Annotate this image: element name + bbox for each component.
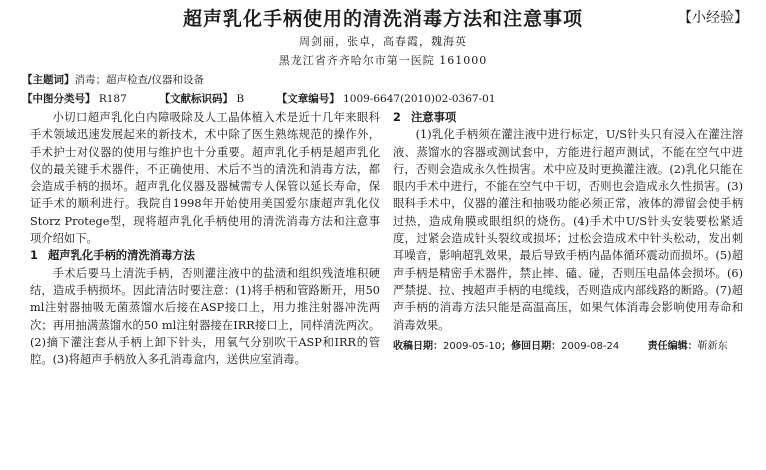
- subject-label: 【主题词】: [22, 74, 75, 86]
- article-title: 超声乳化手柄使用的清洗消毒方法和注意事项: [182, 8, 583, 30]
- article-dates: [393, 338, 743, 355]
- subject-headings: [22, 72, 204, 87]
- subject-value: 消毒；超声检查/仪器和设备: [74, 74, 205, 86]
- editor-name: 靳新东: [697, 340, 728, 352]
- left-column: [30, 109, 380, 368]
- revised-date: 2009-08-24: [561, 340, 620, 352]
- article-no-value: 1009-6647(2010)02-0367-01: [343, 93, 496, 105]
- column-tag: 【小经验】: [678, 10, 748, 26]
- doc-code-value: B: [236, 93, 245, 105]
- section-2-paragraph: (1)乳化手柄须在灌注液中进行标定，U/S针头只有浸入在灌注溶液、蒸馏水的容器或测试套中，方能进行超声测试，不能在空气中进行，否则会造成永久性损害。术中应及时更换灌注液。(2)乳化只能在眼内手术中进行，不能在空气中干切，否则也会造成永久性损害。(3)眼科手术中，仪器的灌注和抽吸功能必须正常，液体的滞留会使手柄过热，造成角膜或眼组织的烧伤。(4)手术中U/S针头安装要松紧适度，过紧会造成针头裂纹或损坏；过松会造成术中针头松动，发出刺耳噪音，影响超乳效果，最后导致手柄内晶体循环震动而损坏。(5)超声手柄是精密手术器件，禁止摔、磕、碰，否则压电晶体会损坏。(6)严禁提、拉、拽超声手柄的电缆线，否则造成内部线路的断路。(7)超声手柄的消毒方法只能是高温高压，如果气体消毒会影响使用寿命和消毒效果。: [393, 128, 743, 332]
- right-column: [393, 109, 743, 355]
- section-2-heading: [393, 109, 743, 126]
- received-date: 2009-05-10: [443, 340, 502, 352]
- revised-label: ；修回日期：: [501, 340, 562, 352]
- section-1-heading: [30, 247, 380, 264]
- section-1-number: 1: [30, 249, 38, 263]
- article-no-label: 【文章编号】: [276, 93, 340, 105]
- intro-paragraph: 小切口超声乳化白内障吸除及人工晶体植入术是近十几年来眼科手术领域迅速发展起来的新技术，术中除了医生熟练规范的操作外，手术护士对仪器的使用与维护也十分重要。超声乳化手柄是超声乳化仪的最关键手术器件，不正确使用、术后不当的清洗和消毒方法，都会造成手柄的损坏。超声乳化仪器及器械需专人保管以延长寿命，保证手术的顺利进行。我院自1998年开始使用美国爱尔康超声乳化仪Storz Protege型，现将超声乳化手柄使用的清洗消毒方法和注意事项介绍如下。: [30, 111, 380, 246]
- clc-label: 【中图分类号】: [22, 93, 96, 105]
- affiliation: 黑龙江省齐齐哈尔市第一医院 161000: [278, 54, 488, 67]
- section-1-title: 超声乳化手柄的清洗消毒方法: [48, 249, 195, 263]
- clc-value: R187: [98, 93, 127, 105]
- received-label: 收稿日期：: [393, 340, 443, 352]
- doc-code-label: 【文献标识码】: [159, 93, 233, 105]
- classification-row: [22, 91, 496, 106]
- editor-label: 责任编辑：: [647, 340, 698, 352]
- authors: 周剑丽，张卓，高春霞，魏海英: [299, 35, 467, 48]
- section-1-paragraph: 手术后要马上清洗手柄，否则灌注液中的盐渍和组织残渣堆积硬结，造成手柄损坏。因此清洁时要注意：(1)将手柄和管路断开，用50 ml注射器抽吸无菌蒸馏水后接在ASP接口上，用力推注射器冲洗两次；再用抽满蒸馏水的50 ml注射器接在IRR接口上，同样清洗两次。(2)摘下灌注套从手柄上卸下针头，用氧气分别吹干ASP和IRR的管腔。(3)将超声手柄放入多孔消毒盒内，送供应室消毒。: [30, 266, 380, 367]
- section-2-title: 注意事项: [411, 111, 457, 124]
- section-2-number: 2: [393, 111, 401, 124]
